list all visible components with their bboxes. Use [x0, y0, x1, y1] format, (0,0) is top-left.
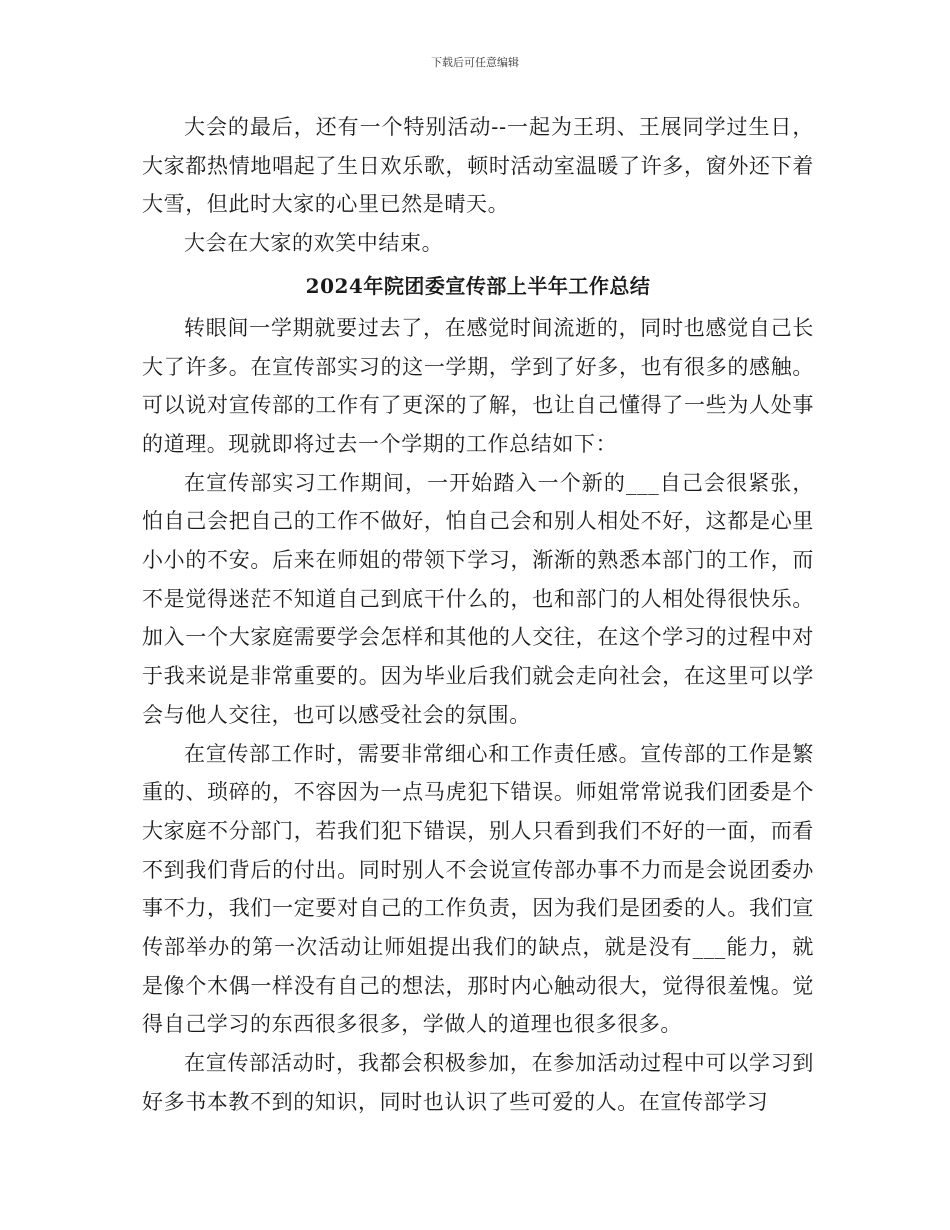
page-header: 下载后可任意编辑	[431, 56, 519, 69]
paragraph-meeting-end: 大会在大家的欢笑中结束。	[184, 231, 444, 256]
paragraph-internship: 在宣传部实习工作期间，一开始踏入一个新的___自己会很紧张，怕自己会把自己的工作不做好，怕自己会和别人相处不好，这都是心里小小的不安。后来在师姐的带领下学习，渐渐的熟悉本部门的工作，而不是觉得迷茫不知道自己到底干什么的，也和部门的人相处得很快乐。加入一个大家庭需要学会怎样和其他的人交往，在这个学习的过程中对于我来说是非常重要的。因为毕业后我们就会走向社会，在这里可以学会与他人交往，也可以感受社会的氛围。	[142, 470, 814, 727]
paragraph-activities: 在宣传部活动时，我都会积极参加，在参加活动过程中可以学习到好多书本教不到的知识，同时也认识了些可爱的人。在宣传部学习	[142, 1051, 814, 1114]
paragraph-closing-activity: 大会的最后，还有一个特别活动--一起为王玥、王展同学过生日，大家都热情地唱起了生日欢乐歌，顿时活动室温暖了许多，窗外还下着大雪，但此时大家的心里已然是晴天。	[142, 115, 814, 217]
document-body	[142, 108, 814, 1122]
paragraph-intro: 转眼间一学期就要过去了，在感觉时间流逝的，同时也感觉自己长大了许多。在宣传部实习的这一学期，学到了好多，也有很多的感触。可以说对宣传部的工作有了更深的了解，也让自己懂得了一些为人处事的道理。现就即将过去一个学期的工作总结如下：	[142, 315, 814, 456]
paragraph-responsibility: 在宣传部工作时，需要非常细心和工作责任感。宣传部的工作是繁重的、琐碎的，不容因为一点马虎犯下错误。师姐常常说我们团委是个大家庭不分部门，若我们犯下错误，别人只看到我们不好的一面，而看不到我们背后的付出。同时别人不会说宣传部办事不力而是会说团委办事不力，我们一定要对自己的工作负责，因为我们是团委的人。我们宣传部举办的第一次活动让师姐提出我们的缺点，就是没有___能力，就是像个木偶一样没有自己的想法，那时内心触动很大，觉得很羞愧。觉得自己学习的东西很多很多，学做人的道理也很多很多。	[142, 741, 814, 1037]
section-title: 2024年院团委宣传部上半年工作总结	[305, 273, 651, 298]
